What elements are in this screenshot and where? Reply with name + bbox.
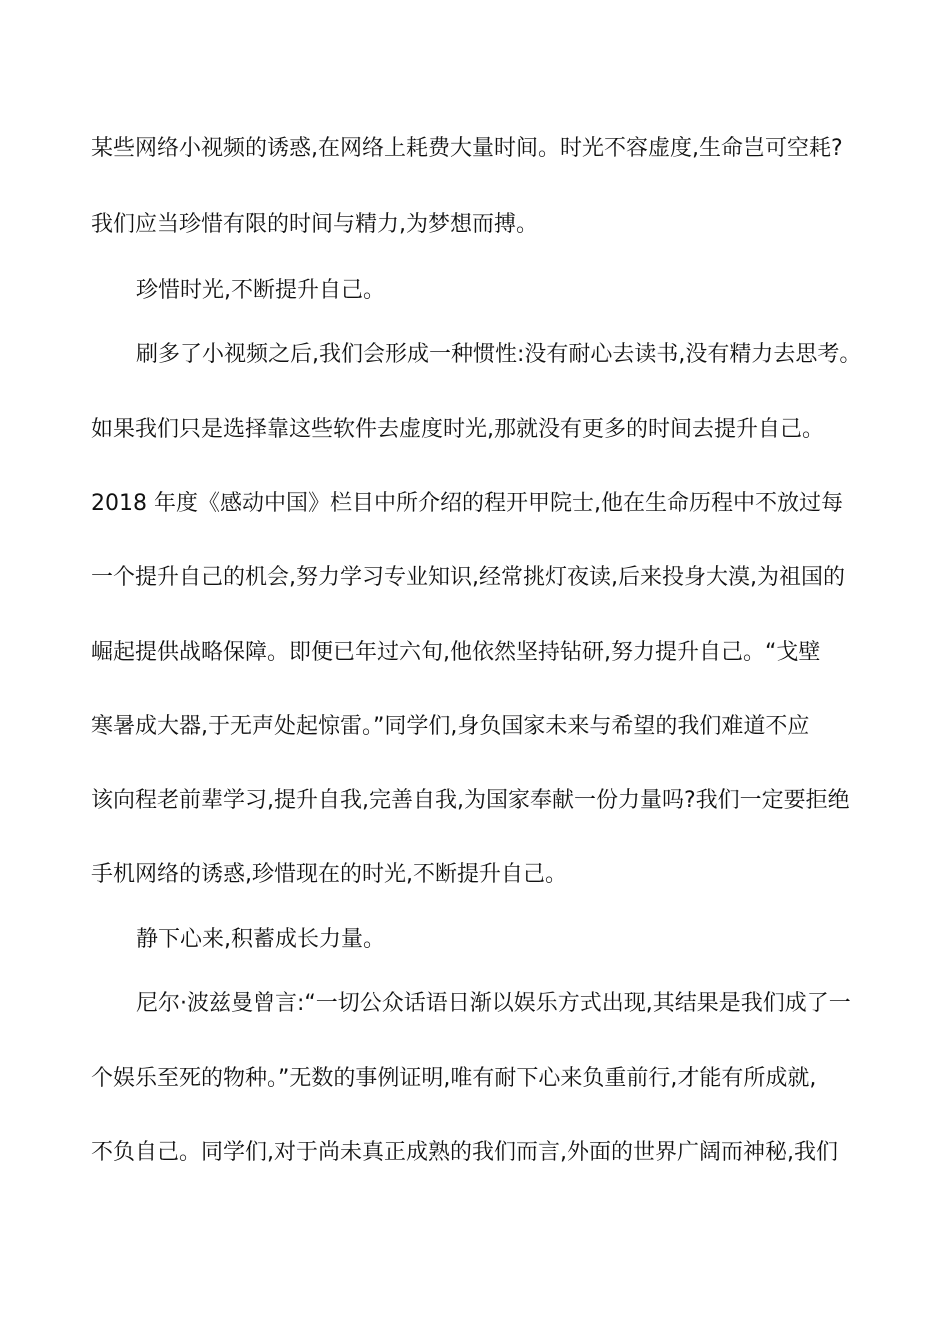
text-line: 如果我们只是选择靠这些软件去虚度时光,那就没有更多的时间去提升自己。	[91, 417, 824, 442]
text-line: 刷多了小视频之后,我们会形成一种惯性:没有耐心去读书,没有精力去思考。	[136, 342, 862, 367]
text-line: 我们应当珍惜有限的时间与精力,为梦想而搏。	[91, 212, 538, 237]
section-heading: 静下心来,积蓄成长力量。	[136, 927, 385, 952]
text-line: 崛起提供战略保障。即便已年过六旬,他依然坚持钻研,努力提升自己。“戈壁	[91, 640, 821, 665]
text-line: 2018 年度《感动中国》栏目中所介绍的程开甲院士,他在生命历程中不放过每	[91, 491, 843, 516]
text-line: 某些网络小视频的诱惑,在网络上耗费大量时间。时光不容虚度,生命岂可空耗?	[91, 136, 843, 161]
text-line: 寒暑成大器,于无声处起惊雷。”同学们,身负国家未来与希望的我们难道不应	[91, 714, 810, 739]
text-line: 一个提升自己的机会,努力学习专业知识,经常挑灯夜读,后来投身大漠,为祖国的	[91, 565, 845, 590]
text-line: 手机网络的诱惑,珍惜现在的时光,不断提升自己。	[91, 862, 567, 887]
text-line: 个娱乐至死的物种。”无数的事例证明,唯有耐下心来负重前行,才能有所成就,	[91, 1066, 817, 1091]
text-line: 该向程老前辈学习,提升自我,完善自我,为国家奉献一份力量吗?我们一定要拒绝	[91, 788, 850, 813]
section-heading: 珍惜时光,不断提升自己。	[136, 278, 385, 303]
text-line: 不负自己。同学们,对于尚未真正成熟的我们而言,外面的世界广阔而神秘,我们	[91, 1140, 838, 1165]
text-line: 尼尔·波兹曼曾言:“一切公众话语日渐以娱乐方式出现,其结果是我们成了一	[136, 991, 851, 1016]
